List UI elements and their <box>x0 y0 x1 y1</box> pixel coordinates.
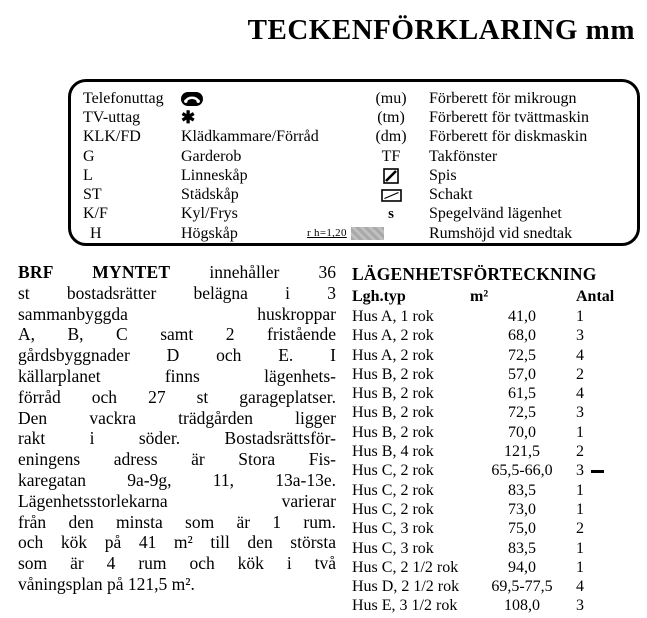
legend-description: Garderob <box>181 147 242 165</box>
apartment-area: 65,5-66,0 <box>491 462 553 480</box>
apartment-count: 1 <box>576 539 584 557</box>
legend-symbol: (mu) <box>375 89 407 107</box>
apartment-table-body <box>352 307 640 616</box>
legend-symbol: s <box>388 205 394 222</box>
table-row <box>352 365 640 384</box>
apartment-count: 3 <box>574 461 640 480</box>
apartment-area: 108,0 <box>504 597 540 615</box>
table-row <box>352 461 640 480</box>
legend-meaning: Spis <box>429 166 457 184</box>
intro-line: som är 4 rum och kök i två <box>18 553 336 574</box>
intro-paragraph <box>18 262 336 595</box>
legend-code: K/F <box>83 205 108 223</box>
apartment-count: 3 <box>576 404 584 422</box>
apartment-area: 41,0 <box>508 308 536 325</box>
apartment-count: 4 <box>576 346 584 364</box>
legend-description <box>181 109 353 127</box>
apartment-type: Hus B, 2 rok <box>352 385 434 403</box>
apartment-area: 68,0 <box>508 327 536 345</box>
legend-symbol <box>307 227 433 240</box>
intro-line: sammanbyggda huskroppar <box>18 303 336 324</box>
intro-first-line <box>18 262 336 283</box>
intro-line: karegatan 9a-9g, 11, 13a-13e. <box>18 469 336 490</box>
column-header-count: Antal <box>576 288 615 305</box>
room-height-swatch <box>351 227 384 240</box>
column-header-area: m² <box>470 288 489 305</box>
table-row <box>352 577 640 596</box>
intro-line: rakt i söder. Bostadsrättsför- <box>18 428 336 449</box>
apartment-type: Hus C, 2 rok <box>352 500 434 518</box>
table-row <box>352 442 640 461</box>
room-height-label: r h=1,20 <box>307 227 347 240</box>
table-row <box>352 519 640 538</box>
apartment-area: 69,5-77,5 <box>491 578 553 596</box>
apartment-count: 2 <box>576 520 584 538</box>
apartment-type: Hus C, 3 rok <box>352 539 434 557</box>
apartment-type: Hus E, 3 1/2 rok <box>352 597 458 615</box>
apartment-type: Hus C, 2 rok <box>352 462 434 480</box>
apartment-area: 94,0 <box>508 558 536 576</box>
apartment-count: 1 <box>576 308 584 325</box>
apartment-type: Hus B, 2 rok <box>352 365 434 383</box>
apartment-type: Hus B, 2 rok <box>352 404 434 422</box>
apartment-area: 61,5 <box>508 385 536 403</box>
apartment-area: 121,5 <box>504 443 540 461</box>
apartment-count: 1 <box>576 423 584 441</box>
legend-meaning: Rumshöjd vid snedtak <box>429 224 573 242</box>
legend-code: TV-uttag <box>83 108 141 126</box>
intro-line: eningens adress är Stora Fis- <box>18 449 336 470</box>
legend-symbol: (dm) <box>375 128 407 146</box>
intro-lead: BRF MYNTET <box>18 262 171 282</box>
column-header-type: Lgh.typ <box>352 288 406 305</box>
table-row <box>352 307 640 326</box>
apartment-type: Hus C, 3 rok <box>352 520 434 538</box>
table-row <box>352 558 640 577</box>
legend-meaning: Schakt <box>429 186 473 204</box>
shaft-icon <box>381 189 402 202</box>
apartment-area: 72,5 <box>508 404 536 422</box>
intro-line: A, B, C samt 2 fristående <box>18 324 336 345</box>
legend-description: Klädkammare/Förråd <box>181 128 319 146</box>
legend-symbol: TF <box>381 147 401 165</box>
apartment-count: 2 <box>576 443 584 461</box>
apartment-type: Hus B, 2 rok <box>352 423 434 441</box>
intro-line: från den minsta som är 1 rum. <box>18 511 336 532</box>
legend-meaning: Takfönster <box>429 147 498 165</box>
legend-grid <box>81 89 633 243</box>
intro-line: Lägenhetsstorlekarna varierar <box>18 490 336 511</box>
legend-code: L <box>83 166 93 184</box>
legend-code: H <box>90 224 102 242</box>
intro-line: innehåller 36 <box>209 262 336 282</box>
apartment-type: Hus A, 1 rok <box>352 308 434 325</box>
legend-code: G <box>83 147 95 165</box>
table-row <box>352 384 640 403</box>
apartment-count: 2 <box>576 365 584 383</box>
apartment-area: 72,5 <box>508 346 536 364</box>
apartment-type: Hus C, 2 rok <box>352 481 434 499</box>
intro-line: Den vackra trädgården ligger <box>18 407 336 428</box>
intro-line: och kök på 41 m² till den största <box>18 532 336 553</box>
apartment-type: Hus A, 2 rok <box>352 327 434 345</box>
apartment-listing <box>352 262 640 616</box>
table-row <box>352 423 640 442</box>
table-row <box>352 539 640 558</box>
apartment-area: 70,0 <box>508 423 536 441</box>
legend-meaning: Förberett för diskmaskin <box>429 128 588 146</box>
legend-code: Telefonuttag <box>83 89 164 107</box>
table-row <box>352 403 640 422</box>
legend-box <box>68 79 640 246</box>
intro-line: st bostadsrätter belägna i 3 <box>18 282 336 303</box>
legend-symbol: (tm) <box>377 108 405 126</box>
table-row <box>352 346 640 365</box>
apartment-area: 75,0 <box>508 520 536 538</box>
apartment-area: 83,5 <box>508 481 536 499</box>
legend-code: KLK/FD <box>83 128 141 146</box>
legend-code: ST <box>83 186 102 204</box>
legend-meaning: Spegelvänd lägenhet <box>429 205 562 223</box>
legend-description: Linneskåp <box>181 166 248 184</box>
legend-description: Kyl/Frys <box>181 205 238 223</box>
tv-outlet-asterisk-icon: ✱ <box>181 107 196 127</box>
legend-meaning: Förberett för mikrougn <box>429 89 577 107</box>
apartment-count: 3 <box>576 327 584 345</box>
intro-line: källarplanet finns lägenhets- <box>18 365 336 386</box>
apartment-table-title: LÄGENHETSFÖRTECKNING <box>352 264 597 284</box>
apartment-area: 57,0 <box>508 365 536 383</box>
apartment-count: 3 <box>576 597 584 615</box>
apartment-type: Hus D, 2 1/2 rok <box>352 578 460 596</box>
table-row <box>352 326 640 345</box>
apartment-count: 4 <box>576 385 584 403</box>
legend-description: Städskåp <box>181 186 239 204</box>
intro-line: våningsplan på 121,5 m². <box>18 573 195 594</box>
apartment-area: 83,5 <box>508 539 536 557</box>
table-row <box>352 596 640 615</box>
apartment-type: Hus C, 2 1/2 rok <box>352 558 459 576</box>
apartment-count: 4 <box>576 578 584 596</box>
apartment-type: Hus A, 2 rok <box>352 346 434 364</box>
table-row <box>352 500 640 519</box>
apartment-area: 73,0 <box>508 500 536 518</box>
page-title: TECKENFÖRKLARING mm <box>247 14 635 46</box>
legend-symbol <box>353 168 429 184</box>
intro-line: gårdsbyggnader D och E. I <box>18 345 336 366</box>
legend-meaning: Förberett för tvättmaskin <box>429 108 589 126</box>
apartment-count: 1 <box>576 500 584 518</box>
table-row <box>352 481 640 500</box>
telephone-icon <box>181 92 203 106</box>
apartment-table-header <box>352 286 640 307</box>
apartment-count: 1 <box>576 558 584 576</box>
apartment-count: 1 <box>576 481 584 499</box>
annotation-dash <box>591 470 604 473</box>
legend-description <box>181 91 353 107</box>
intro-line: förråd och 27 st garageplatser. <box>18 386 336 407</box>
stove-icon <box>383 168 399 184</box>
legend-description: Högskåp <box>181 224 238 242</box>
legend-symbol <box>353 187 429 203</box>
apartment-type: Hus B, 4 rok <box>352 443 434 461</box>
